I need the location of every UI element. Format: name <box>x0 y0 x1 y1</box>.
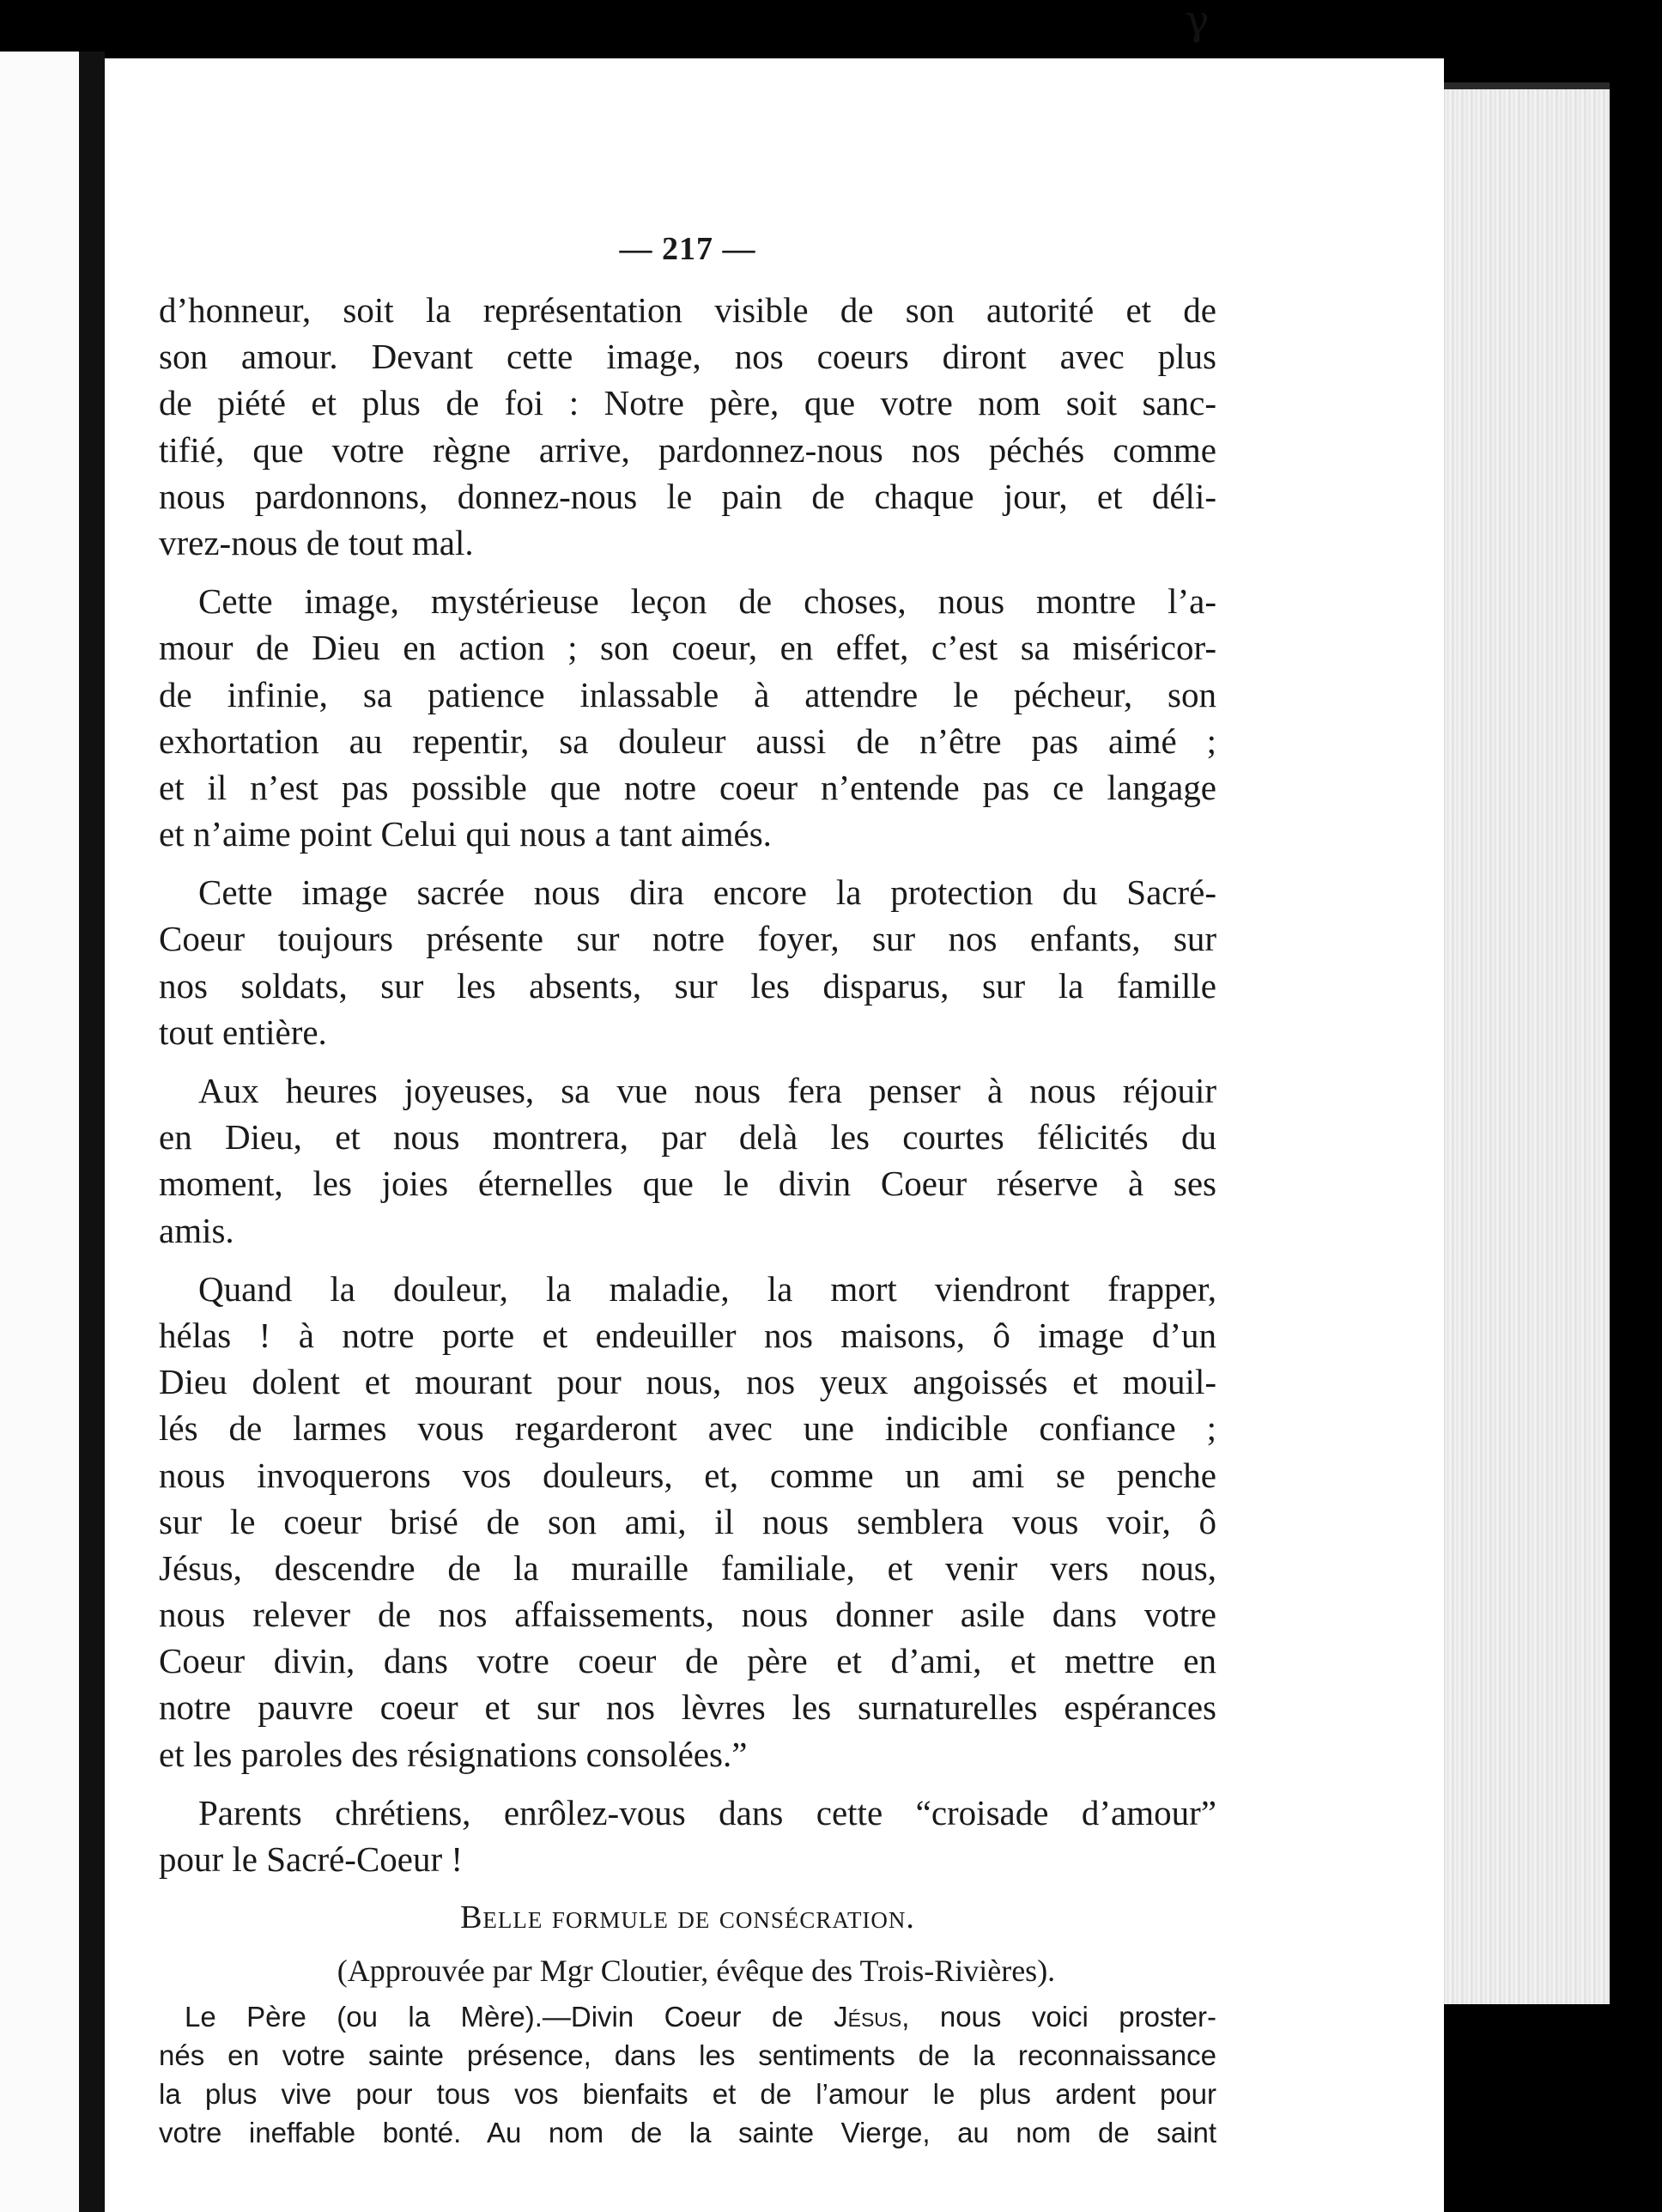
text-line: Cette image sacrée nous dira encore la protection du Sacré- <box>198 872 1216 913</box>
text-line: nous relever de nos affaissements, nous donner asile dans votre <box>159 1595 1216 1635</box>
text-line: Jésus, descendre de la muraille familiale, et venir vers nous, <box>159 1547 1216 1588</box>
text-line: d’honneur, soit la représentation visible de son autorité et de <box>159 290 1216 330</box>
text-line: amis. <box>159 1210 234 1250</box>
prayer-line-end: , nous voici proster- <box>901 2001 1216 2033</box>
paragraph <box>159 1790 1216 1882</box>
text-line: mour de Dieu en action ; son coeur, en effet, c’est sa miséricor- <box>159 628 1216 668</box>
text-line: et les paroles des résignations consolées.” <box>159 1734 748 1774</box>
paragraph <box>159 1067 1216 1254</box>
prayer-line: la plus vive pour tous vos bienfaits et de l’amour le plus ardent pour <box>159 2078 1216 2111</box>
page-number: — 217 — <box>619 231 756 267</box>
text-line: Quand la douleur, la maladie, la mort viendront frapper, <box>198 1268 1216 1309</box>
book-spine <box>79 52 105 2212</box>
text-line: de piété et plus de foi : Notre père, que votre nom soit sanc- <box>159 383 1216 423</box>
prayer-line-start: Le Père (ou la Mère).—Divin Coeur de <box>185 2001 834 2033</box>
text-line: Parents chrétiens, enrôlez-vous dans cette “croisade d’amour” <box>198 1792 1216 1832</box>
right-page-stack <box>1429 82 1610 2004</box>
text-line: sur le coeur brisé de son ami, il nous semblera vous voir, ô <box>159 1501 1216 1541</box>
text-line: Dieu dolent et mourant pour nous, nos yeux angoissés et mouil- <box>159 1362 1216 1402</box>
text-line: en Dieu, et nous montrera, par delà les courtes félicités du <box>159 1117 1216 1158</box>
page-text-block <box>159 215 1216 2152</box>
text-line: tifié, que votre règne arrive, pardonnez-nous nos péchés comme <box>159 429 1216 470</box>
text-line: et il n’est pas possible que notre coeur n’entende pas ce langage <box>159 767 1216 807</box>
text-line: pour le Sacré-Coeur ! <box>159 1839 464 1879</box>
paragraph <box>159 1266 1216 1778</box>
text-line: moment, les joies éternelles que le divin Coeur réserve à ses <box>159 1164 1216 1204</box>
prayer-line <box>159 1997 1216 2036</box>
text-line: son amour. Devant cette image, nos coeurs diront avec plus <box>159 337 1216 377</box>
text-line: tout entière. <box>159 1012 327 1052</box>
text-line: et n’aime point Celui qui nous a tant aimés. <box>159 814 772 854</box>
text-line: de infinie, sa patience inlassable à attendre le pécheur, son <box>159 674 1216 714</box>
text-line: notre pauvre coeur et sur nos lèvres les surnaturelles espérances <box>159 1687 1216 1728</box>
left-page-edge <box>0 52 79 2212</box>
text-line: Cette image, mystérieuse leçon de choses, nous montre l’a- <box>198 581 1216 622</box>
section-subtitle: (Approuvée par Mgr Cloutier, évêque des Trois-Rivières). <box>337 1954 1056 1989</box>
text-line: nous invoquerons vos douleurs, et, comme un ami se penche <box>159 1455 1216 1495</box>
section-heading: Belle formule de consécration. <box>460 1899 915 1936</box>
body-paragraphs <box>159 287 1216 1882</box>
prayer-lines <box>159 2036 1216 2152</box>
text-line: nos soldats, sur les absents, sur les disparus, sur la famille <box>159 965 1216 1006</box>
text-line: nous pardonnons, donnez-nous le pain de chaque jour, et déli- <box>159 476 1216 516</box>
text-line: lés de larmes vous regarderont avec une indicible confiance ; <box>159 1408 1216 1449</box>
prayer-line-name: Jésus <box>834 2001 902 2033</box>
paragraph <box>159 869 1216 1055</box>
text-line: Coeur toujours présente sur notre foyer, sur nos enfants, sur <box>159 919 1216 959</box>
text-line: Coeur divin, dans votre coeur de père et d’ami, et mettre en <box>159 1641 1216 1681</box>
consecration-prayer <box>159 1997 1216 2152</box>
paragraph <box>159 287 1216 566</box>
corner-handwritten-mark: γ <box>1185 0 1210 45</box>
text-line: exhortation au repentir, sa douleur aussi de n’être pas aimé ; <box>159 720 1216 761</box>
text-line: hélas ! à notre porte et endeuiller nos maisons, ô image d’un <box>159 1315 1216 1355</box>
text-line: vrez-nous de tout mal. <box>159 522 474 562</box>
prayer-line: nés en votre sainte présence, dans les sentiments de la reconnaissance <box>159 2039 1216 2072</box>
prayer-line: votre ineffable bonté. Au nom de la sainte Vierge, au nom de saint <box>159 2117 1216 2149</box>
text-line: Aux heures joyeuses, sa vue nous fera penser à nous réjouir <box>198 1071 1216 1110</box>
paragraph <box>159 578 1216 857</box>
